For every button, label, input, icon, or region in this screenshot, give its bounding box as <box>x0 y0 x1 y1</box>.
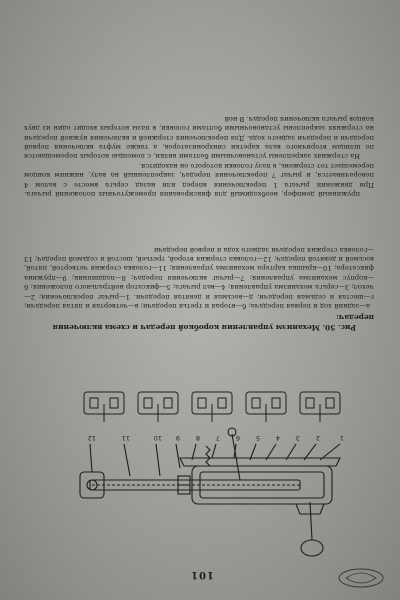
figure-callout: 1 <box>339 434 344 442</box>
body-paragraph: На стержнях закреплены установочными болтами вилки, с помощью которых перемещаются по шлицам вторичного вала каретки синхронизаторов, а также муфта включения первой передачи и передачи заднего хода. Для переключения стержней и включения нужной передачи на стержнях закреплены установочными болтами головки, в пазы которых входит один из двух концов рычага включения передач. В ней <box>24 114 374 161</box>
gearbox-control-mechanism-drawing <box>60 364 360 564</box>
library-stamp <box>336 566 386 590</box>
figure-callout: 11 <box>121 434 130 442</box>
figure-callout: 3 <box>295 434 300 442</box>
figure-caption <box>24 244 374 332</box>
body-text <box>24 113 374 198</box>
page-number: 101 <box>190 569 214 580</box>
body-paragraph: пружинный демпфер, необходимый для фиксирования промежуточных положений рычага. При движении рычага 1 переключения вперед или назад серьга вместе с валом 4 поворачивается, и рычаг 7 переключения передач, закрепленный на валу, нижним концом перемещает тот стержень, в пазу головки которого он находится. <box>24 161 374 198</box>
figure-callout: 6 <box>235 434 240 442</box>
lever-knob <box>301 540 323 556</box>
housing-cover <box>180 458 340 466</box>
figure-callout: 12 <box>87 434 96 442</box>
figure-callout: 2 <box>315 434 320 442</box>
figure-callout: 5 <box>255 434 260 442</box>
figure-callout: 10 <box>153 434 162 442</box>
shift-scheme-row <box>84 392 340 422</box>
caption-legend: а—задний ход и первая передача; б—вторая и третья передачи; в—четвертая и пятая передачи; г—шестая и седьмая передачи; д—восьмая и девятая передачи. 1—рычаг переключения; 2—чехол; 3—серьга механизма управления; 4—вал рычага; 5—фиксатор нейтрального положения; 6—корпус механизма управления; 7—рычаг включения передач; 8—подшипник; 9—пружина фиксатора; 10—крышка картера механизма управления; 11—головка стержня четвертой, пятой, восьмой и девятой передач; 12—головка стержня второй, третьей, шестой и седьмой передач; 13—головка стержня передачи заднего хода и первой передачи <box>24 245 374 310</box>
caption-title: Рис. 50. Механизм управления коробкой передач и схема включения передач: <box>52 313 374 332</box>
figure-callout: 4 <box>275 434 280 442</box>
figure-callout: 7 <box>215 434 220 442</box>
figure-callout: 9 <box>175 434 180 442</box>
figure-callout: 8 <box>195 434 200 442</box>
detent-spring <box>206 446 210 466</box>
